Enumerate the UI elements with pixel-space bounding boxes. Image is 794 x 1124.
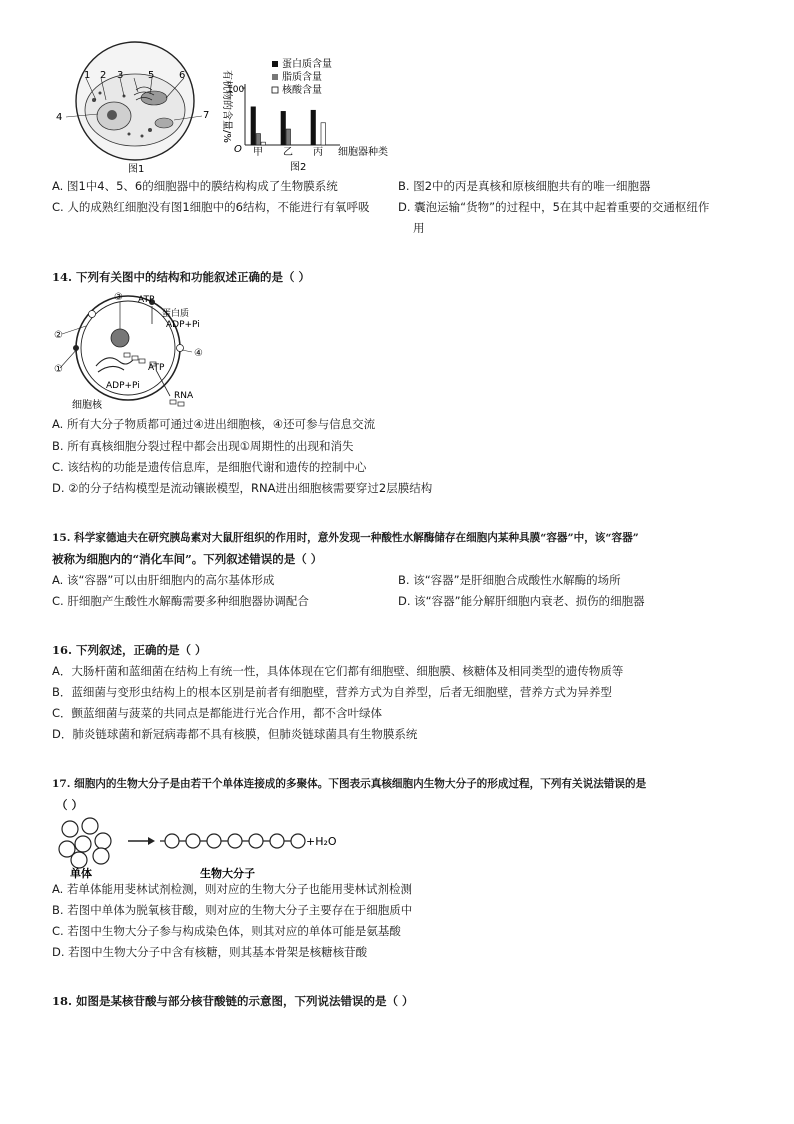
nucleus-label-4: ④	[194, 348, 203, 359]
fig1-label-1: 1	[84, 70, 91, 81]
polymer-water-label: +H₂O	[306, 835, 337, 848]
q16-option-a: A．大肠杆菌和蓝细菌在结构上有统一性，具体体现在它们都有细胞壁、细胞膜、核糖体及相同类型的遗传物质等	[52, 664, 624, 678]
q16-option-c: C．颤蓝细菌与菠菜的共同点是都能进行光合作用，都不含叶绿体	[52, 706, 383, 720]
q13-option-c: C. 人的成熟红细胞没有图1细胞中的6结构，不能进行有氧呼吸	[52, 200, 370, 214]
nucleus-label-adp-mid: ADP+Pi	[106, 381, 140, 391]
cell-diagram-figure1	[54, 38, 214, 180]
q16-option-d: D．肺炎链球菌和新冠病毒都不具有核膜，但肺炎链球菌具有生物膜系统	[52, 727, 418, 741]
legend-swatch-lipid	[272, 74, 278, 80]
nucleus-label-2: ②	[54, 330, 63, 341]
fig1-label-7: 7	[203, 110, 210, 121]
q14-option-c: C. 该结构的功能是遗传信息库，是细胞代谢和遗传的控制中心	[52, 460, 367, 474]
polymer-formation-diagram	[56, 816, 346, 880]
nucleus-label-rna: RNA	[174, 391, 194, 401]
nucleus-label-nucleus: 细胞核	[72, 400, 102, 411]
chart-ylabel: 有机物的含量/%	[221, 70, 232, 143]
organelle-bar-chart-figure2	[212, 54, 402, 174]
nucleus-label-adp-top: ADP+Pi	[166, 320, 200, 330]
fig1-label-3: 3	[117, 70, 124, 81]
nucleus-label-atp-top: ATP	[138, 295, 155, 305]
bar-nucleic-0	[261, 142, 266, 145]
nucleus-label-1: ①	[54, 364, 63, 375]
fig1-caption: 图1	[128, 164, 145, 175]
q17-option-c: C. 若图中生物大分子参与构成染色体，则其对应的单体可能是氨基酸	[52, 924, 401, 938]
q15-option-d: D. 该“容器”能分解肝细胞内衰老、损伤的细胞器	[398, 594, 645, 608]
bar-lipid-1	[286, 129, 291, 145]
q17-stem-line2: （ ）	[56, 798, 84, 812]
q15-option-c: C. 肝细胞产生酸性水解酶需要多种细胞器协调配合	[52, 594, 309, 608]
q15-option-a: A. 该“容器”可以由肝细胞内的高尔基体形成	[52, 573, 275, 587]
x-tick-label-2: 丙	[313, 147, 323, 158]
nucleus-label-protein: 蛋白质	[162, 309, 190, 319]
q15-option-b: B. 该“容器”是肝细胞合成酸性水解酶的场所	[398, 573, 621, 587]
legend-lipid: 脂质含量	[282, 72, 322, 83]
q17-option-d: D. 若图中生物大分子中含有核糖，则其基本骨架是核糖核苷酸	[52, 945, 368, 959]
polymer-macromolecule-label: 生物大分子	[200, 867, 255, 880]
q17-stem-line1: 17. 细胞内的生物大分子是由若干个单体连接成的多聚体。下图表示真核细胞内生物大分子的形成过程，下列有关说法错误的是	[52, 778, 647, 790]
chart-origin: O	[234, 144, 242, 155]
fig1-label-2: 2	[100, 70, 107, 81]
q16-stem: 16. 下列叙述，正确的是（ ）	[52, 643, 207, 657]
polymer-monomer-label: 单体	[70, 867, 92, 880]
q14-stem: 14. 下列有关图中的结构和功能叙述正确的是（ ）	[52, 270, 311, 284]
x-tick-label-0: 甲	[253, 147, 263, 158]
legend-swatch-nucleic	[272, 87, 278, 93]
q13-option-d: D. 囊泡运输“货物”的过程中，5在其中起着重要的交通枢纽作	[398, 200, 710, 214]
chart-caption: 图2	[290, 162, 307, 173]
x-tick-label-1: 乙	[283, 147, 293, 158]
q17-option-b: B. 若图中单体为脱氧核苷酸，则对应的生物大分子主要存在于细胞质中	[52, 903, 413, 917]
fig1-label-6: 6	[179, 70, 186, 81]
q13-option-d-cont: 用	[413, 221, 425, 235]
q17-option-a: A. 若单体能用斐林试剂检测，则对应的生物大分子也能用斐林试剂检测	[52, 882, 412, 896]
nucleus-diagram	[52, 288, 212, 414]
nucleus-label-3: ③	[114, 292, 123, 303]
q18-stem: 18. 如图是某核苷酸与部分核苷酸链的示意图，下列说法错误的是（ ）	[52, 994, 414, 1008]
q13-option-b: B. 图2中的丙是真核和原核细胞共有的唯一细胞器	[398, 179, 651, 193]
legend-protein: 蛋白质含量	[282, 59, 332, 70]
fig1-label-4: 4	[56, 112, 63, 123]
chart-ytick-100: 100	[227, 85, 245, 95]
legend-nucleic: 核酸含量	[282, 85, 322, 96]
q15-stem-line1: 15. 科学家德迪夫在研究胰岛素对大鼠肝组织的作用时，意外发现一种酸性水解酶储存在细胞内某种具膜“容器”中，该“容器”	[52, 532, 639, 544]
q13-option-a: A. 图1中4、5、6的细胞器中的膜结构构成了生物膜系统	[52, 179, 338, 193]
bar-protein-0	[251, 107, 256, 145]
q15-stem-line2: 被称为细胞内的“消化车间”。下列叙述错误的是（ ）	[52, 552, 323, 566]
bar-protein-1	[281, 111, 286, 145]
bar-nucleic-2	[321, 123, 326, 145]
q16-option-b: B．蓝细菌与变形虫结构上的根本区别是前者有细胞壁，营养方式为自养型，后者无细胞壁，营养方式为异养型	[52, 685, 612, 699]
nucleus-label-atp-mid: ATP	[148, 363, 165, 373]
bar-protein-2	[311, 110, 316, 145]
fig1-label-5: 5	[148, 70, 155, 81]
q14-option-d: D. ②的分子结构模型是流动镶嵌模型，RNA进出细胞核需要穿过2层膜结构	[52, 481, 433, 495]
q14-option-a: A. 所有大分子物质都可通过④进出细胞核，④还可参与信息交流	[52, 417, 376, 431]
chart-xlabel: 细胞器种类	[338, 147, 388, 158]
q14-option-b: B. 所有真核细胞分裂过程中都会出现①周期性的出现和消失	[52, 439, 354, 453]
bar-lipid-0	[256, 134, 261, 145]
legend-swatch-protein	[272, 61, 278, 67]
